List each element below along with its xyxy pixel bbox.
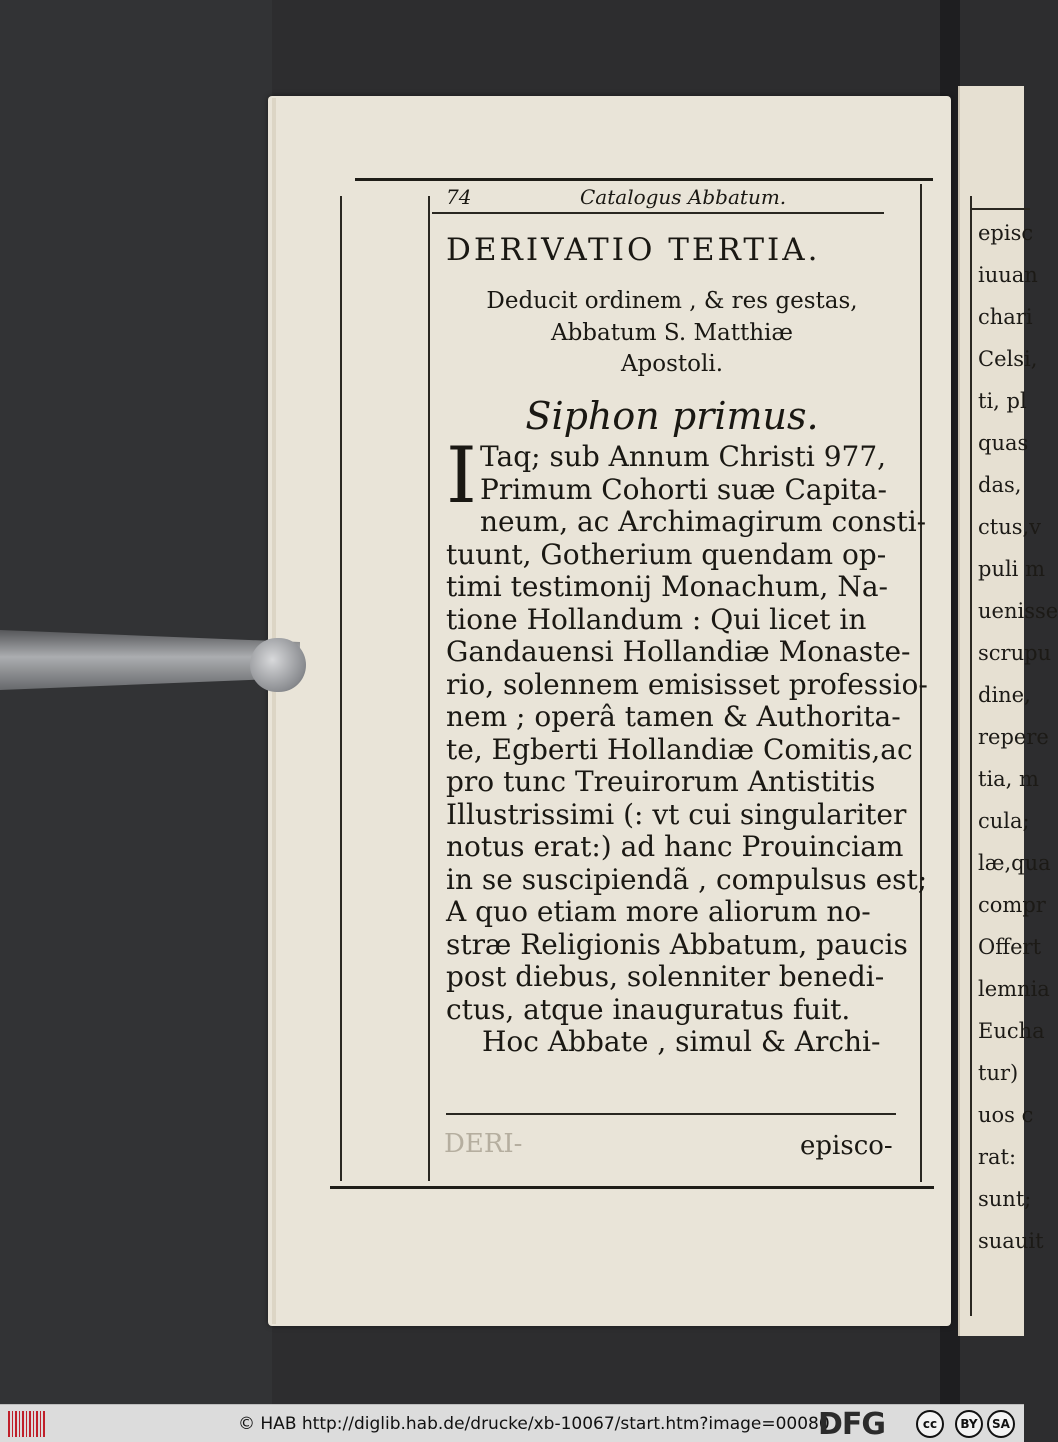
facing-text-line: rat: [978,1145,1017,1169]
body-text-line: Illustrissimi (: vt cui singulariter [446,797,907,831]
body-text-line: ctus, atque inauguratus fuit. [446,992,851,1026]
running-head-rule [432,212,884,214]
page-clip-holder [0,590,310,740]
facing-text-line: episc [978,221,1034,245]
body-text-line: tuunt, Gotherium quendam op- [446,537,887,571]
body-text-line: rio, solennem emisisset professio- [446,667,928,701]
facing-text-line: læ,qua [978,851,1051,875]
facing-text-line: tur) [978,1061,1019,1085]
facing-text-line: compr [978,893,1046,917]
facing-text-line: iuuan [978,263,1038,287]
barcode-icon [8,1411,46,1437]
credit-link[interactable]: © HAB http://diglib.hab.de/drucke/xb-10067/start.htm?image=00080 [238,1414,830,1434]
frame-bottom-rule [330,1186,934,1189]
facing-page [958,86,1058,1336]
body-text-line: pro tunc Treuirorum Antistitis [446,765,876,798]
text-foot-rule [446,1113,896,1115]
body-text-line: Taq; sub Annum Christi 977, [480,440,887,473]
facing-text-line: uos c [978,1103,1034,1127]
frame-left-rule [340,196,342,1181]
cc-license-icon: cc [916,1410,944,1438]
facing-text-line: das, [978,473,1022,497]
body-text-line: timi testimonij Monachum, Na- [446,570,888,603]
body-text-line: nem ; operâ tamen & Authorita- [446,700,901,733]
clip-tip [250,638,306,692]
facing-text-line: Celsi, [978,347,1038,371]
footer-bar [0,1404,1024,1442]
body-text-line: Primum Cohorti suæ Capita- [480,472,887,506]
page-title: DERIVATIO TERTIA. [446,232,821,268]
facing-text-line: ctus,v [978,515,1042,539]
facing-text-line: ti, pl [978,389,1027,413]
dfg-logo: DFG [818,1407,886,1442]
by-license-icon: BY [955,1410,983,1438]
facing-text-line: suauit [978,1229,1044,1253]
facing-frame-rule [970,196,972,1316]
body-text-line: Hoc Abbate , simul & Archi- [482,1025,881,1058]
frame-top-rule [355,178,933,181]
body-text-line: neum, ac Archimagirum consti- [480,505,927,538]
body-text-line: te, Egberti Hollandiæ Comitis,ac [446,732,913,766]
facing-text-line: lemnia [978,977,1050,1001]
facing-text-line: Offert [978,935,1042,959]
facing-text-line: quas [978,431,1029,455]
facing-head-rule [970,208,1030,210]
facing-text-line: puli m [978,557,1045,581]
section-heading: Siphon primus. [525,394,819,438]
frame-inner-left-rule [428,196,430,1181]
facing-text-line: dine, [978,683,1031,707]
subtitle-line: Abbatum S. Matthiæ [550,320,794,346]
subtitle-line: Apostoli. [620,351,724,377]
facing-text-line: cula; [978,809,1030,833]
facing-text-line: Eucha [978,1019,1045,1043]
body-text-line: A quo etiam more aliorum no- [446,895,871,928]
facing-text-line: uenisse [978,599,1058,623]
showthrough-text: DERI- [444,1129,523,1159]
facing-text-line: repere [978,725,1049,749]
body-text-line: tione Hollandum : Qui licet in [446,602,867,636]
page-number: 74 [446,185,472,209]
sa-license-icon: SA [987,1410,1015,1438]
body-text-line: Gandauensi Hollandiæ Monaste- [446,635,911,668]
running-head: Catalogus Abbatum. [580,185,787,209]
body-text-line: notus erat:) ad hanc Prouinciam [446,830,904,863]
drop-cap: I [446,431,477,521]
facing-text-line: scrupu [978,641,1052,665]
facing-text-line: chari [978,305,1033,329]
body-text-line: post diebus, solenniter benedi- [446,960,885,993]
catchword: episco- [800,1131,893,1161]
body-text-line: in se suscipiendã , compulsus est; [446,862,928,896]
subtitle-line: Deducit ordinem , & res gestas, [486,288,858,314]
facing-text-line: sunt; [978,1187,1032,1211]
body-text-line: stræ Religionis Abbatum, paucis [446,927,908,961]
facing-text-line: tia, m [978,767,1039,791]
